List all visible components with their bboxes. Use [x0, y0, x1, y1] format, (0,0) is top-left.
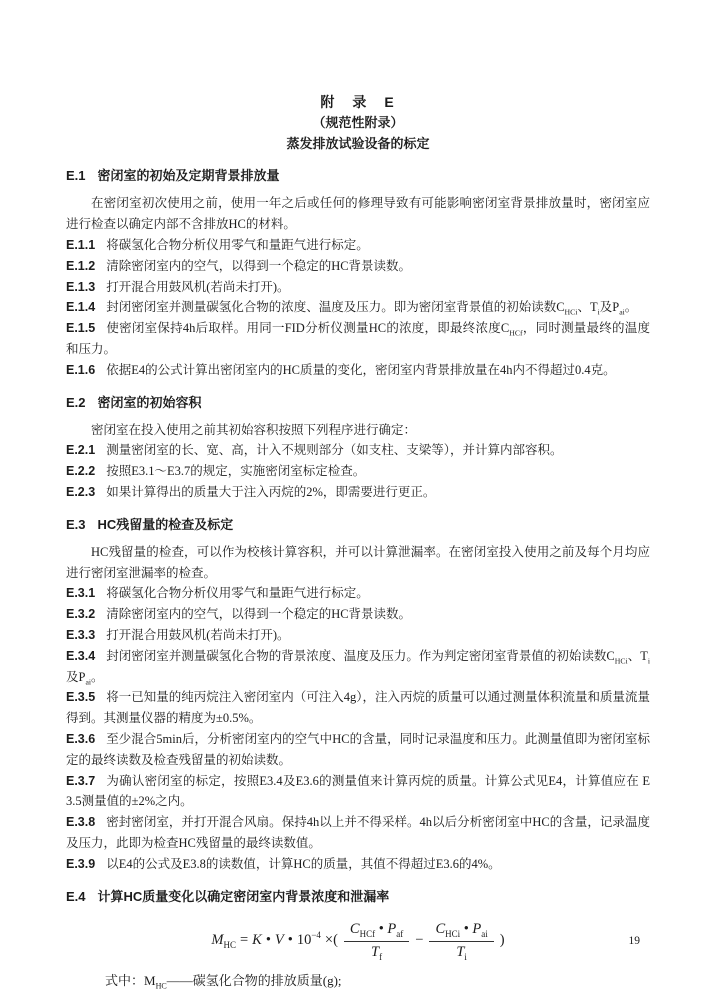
- clause-number: E.3.7: [66, 773, 96, 788]
- clause-number: E.2.3: [66, 484, 96, 499]
- clause-e3-2: [66, 604, 650, 625]
- clause-text: 将一已知量的纯丙烷注入密闭室内（可注入4g），注入丙烷的质量可以通过测量体积流量和质量流量得到。其测量仪器的精度为±0.5%。: [66, 690, 650, 726]
- page-number: 19: [628, 935, 640, 947]
- clause-text: 测量密闭室的长、宽、高，计入不规则部分（如支柱、支梁等），并计算内部容积。: [106, 443, 563, 458]
- clause-e1-5: [66, 318, 650, 360]
- clause-e1-1: [66, 235, 650, 256]
- clause-number: E.1.5: [66, 321, 96, 336]
- section-title: HC残留量的检查及标定: [97, 516, 234, 532]
- clause-e3-6: [66, 729, 650, 771]
- minus-sign: −: [415, 932, 424, 949]
- dot-operator: •: [265, 932, 271, 949]
- times-open-paren: ×(: [324, 932, 338, 949]
- clause-e3-8: [66, 812, 650, 854]
- clause-number: E.1.1: [66, 237, 96, 252]
- clause-number: E.3.8: [66, 815, 96, 830]
- appendix-type: （规范性附录）: [312, 114, 404, 130]
- clause-text: 清除密闭室内的空气，以得到一个稳定的HC背景读数。: [106, 258, 412, 273]
- clause-number: E.2.2: [66, 464, 96, 479]
- power-of-ten: $10^{-4}$: [296, 930, 321, 949]
- clause-e3-4: [66, 646, 650, 688]
- section-title: 计算HC质量变化以确定密闭室内背景浓度和泄漏率: [97, 888, 390, 904]
- clause-text: 为确认密闭室的标定，按照E3.4及E3.6的测量值来计算丙烷的质量。计算公式见E4，计算值应在 E 3.5测量值的±2%之内。: [66, 773, 650, 809]
- clause-e3-5: [66, 687, 650, 729]
- section-title: 密闭室的初始容积: [97, 394, 202, 410]
- appendix-header: [66, 92, 650, 154]
- clause-text: 清除密闭室内的空气，以得到一个稳定的HC背景读数。: [106, 607, 412, 622]
- clause-e3-7: [66, 771, 650, 813]
- clause-text: 封闭密闭室并测量碳氢化合物的浓度、温度及压力。即为密闭室背景值的初始读数$C_{HCi}$、$T_i$及$P_{ai}$。: [106, 300, 638, 317]
- fraction-numerator: $C_{HCf}$ • $P_{af}$: [344, 921, 409, 942]
- fraction-denominator: $T_i$: [456, 943, 467, 962]
- clause-e2-2: [66, 461, 650, 482]
- section-heading-e3: [66, 515, 650, 535]
- clause-text: 使密闭室保持4h后取样。用同一FID分析仪测量HC的浓度，即最终浓度$C_{HCf}$，同时测量最终的温度和压力。: [66, 321, 650, 356]
- clause-e2-1: [66, 440, 650, 461]
- clause-text: 封闭密闭室并测量碳氢化合物的背景浓度、温度及压力。作为判定密闭室背景值的初始读数$C_{HCi}$、$T_i$及$P_{ai}$。: [66, 648, 650, 687]
- clause-e1-6: [66, 360, 650, 381]
- formula-lhs: $M_{HC}$: [211, 932, 236, 951]
- clause-text: 按照E3.1～E3.7的规定，实施密闭室标定检查。: [106, 464, 366, 479]
- section-number: E.1: [66, 168, 86, 184]
- appendix-subject: 蒸发排放试验设备的标定: [286, 135, 430, 151]
- section-number: E.4: [66, 888, 86, 904]
- clause-e1-3: [66, 277, 650, 298]
- clause-number: E.3.6: [66, 731, 96, 746]
- clause-number: E.3.5: [66, 690, 96, 705]
- clause-text: 如果计算得出的质量大于注入丙烷的2%，即需要进行更正。: [106, 484, 436, 499]
- clause-number: E.1.4: [66, 300, 96, 315]
- clause-text: 将碳氢化合物分析仪用零气和量距气进行标定。: [106, 237, 369, 252]
- clause-text: 依据E4的公式计算出密闭室内的HC质量的变化，密闭室内背景排放量在4h内不得超过0.4克。: [106, 362, 616, 377]
- equals-sign: =: [239, 932, 249, 949]
- clause-text: 至少混合5min后，分析密闭室内的空气中HC的含量，同时记录温度和压力。此测量值即为密闭室标定的最终读数及检查残留量的初始读数。: [66, 731, 650, 767]
- fraction-numerator: $C_{HCi}$ • $P_{ai}$: [429, 921, 493, 942]
- fraction-initial: [429, 921, 493, 962]
- clause-text: 打开混合用鼓风机(若尚未打开)。: [106, 279, 290, 294]
- appendix-title: 附 录 E: [320, 94, 396, 110]
- fraction-denominator: $T_f$: [371, 943, 383, 962]
- close-paren: ): [499, 932, 505, 949]
- clause-text: 密封密闭室，并打开混合风扇。保持4h以上并不得采样。4h以后分析密闭室中HC的含量，记录温度及压力，此即为检查HC残留量的最终读数值。: [66, 815, 650, 850]
- dot-operator: •: [287, 932, 293, 949]
- clause-number: E.3.3: [66, 627, 96, 642]
- clause-number: E.1.2: [66, 258, 96, 273]
- clause-number: E.3.9: [66, 856, 96, 871]
- coefficient-k: K: [252, 932, 262, 949]
- clause-text: 将碳氢化合物分析仪用零气和量距气进行标定。: [106, 586, 369, 601]
- clause-text: 打开混合用鼓风机(若尚未打开)。: [106, 627, 290, 642]
- clause-number: E.2.1: [66, 443, 96, 458]
- section-heading-e2: [66, 393, 650, 413]
- clause-e3-1: [66, 583, 650, 604]
- clause-e2-3: [66, 482, 650, 503]
- clause-e1-2: [66, 256, 650, 277]
- section-title: 密闭室的初始及定期背景排放量: [97, 168, 280, 184]
- section-number: E.2: [66, 394, 86, 410]
- section-intro-e1: 在密闭室初次使用之前，使用一年之后或任何的修理导致有可能影响密闭室背景排放量时，密闭室应进行检查以确定内部不含排放HC的材料。: [66, 196, 650, 232]
- section-heading-e1: [66, 166, 650, 186]
- clause-e3-3: [66, 625, 650, 646]
- clause-number: E.3.2: [66, 607, 96, 622]
- section-intro-e2: 密闭室在投入使用之前其初始容积按照下列程序进行确定：: [91, 422, 417, 437]
- section-number: E.3: [66, 516, 86, 532]
- fraction-final: [344, 921, 409, 962]
- clause-e1-4: [66, 297, 650, 318]
- formula-legend: 式中：$M_{HC}——$碳氢化合物的排放质量(g);: [105, 973, 342, 991]
- section-intro-e3: HC残留量的检查，可以作为校核计算容积，并可以计算泄漏率。在密闭室投入使用之前及每个月均应进行密闭室泄漏率的检查。: [66, 544, 650, 580]
- clause-text: 以E4的公式及E3.8的读数值，计算HC的质量，其值不得超过E3.6的4%。: [106, 856, 501, 871]
- clause-e3-9: [66, 854, 650, 875]
- clause-number: E.3.4: [66, 648, 96, 663]
- clause-number: E.1.6: [66, 362, 96, 377]
- coefficient-v: V: [274, 932, 284, 949]
- section-heading-e4: [66, 887, 650, 907]
- formula-hc-mass: [66, 921, 650, 962]
- clause-number: E.1.3: [66, 279, 96, 294]
- clause-number: E.3.1: [66, 586, 96, 601]
